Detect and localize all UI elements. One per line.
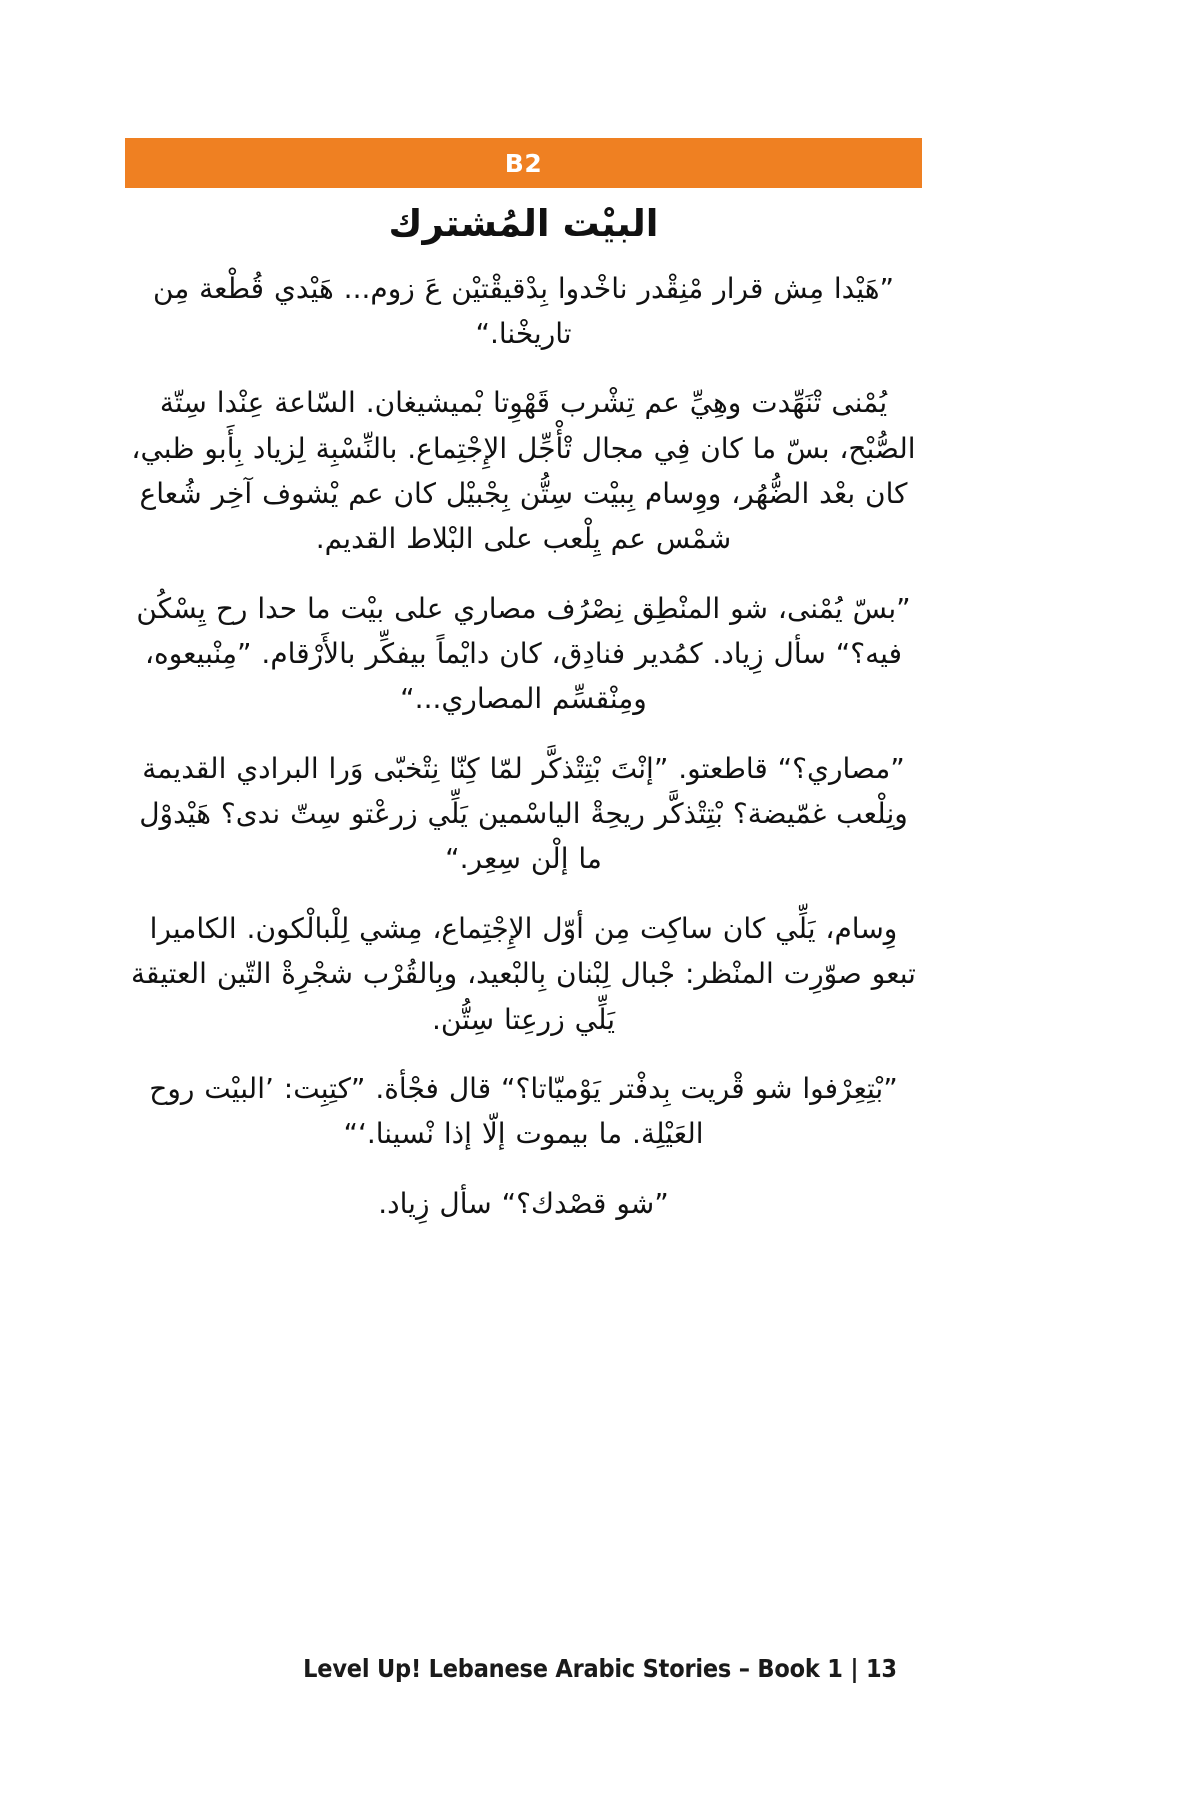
page-footer bbox=[0, 1654, 1200, 1683]
story-paragraph: ”بس يمنى، شو المنطق نصرف مصاري على بيت ما حدا رح يسكن فيه؟“ سأل زياد. كمدير فنادق، كان دايما بيفكر بالأرقام. ”منبيعوه، ومنقسم المصاري...“ bbox=[136, 591, 911, 716]
story-title: البيت المشترك bbox=[388, 202, 659, 245]
story-paragraph: ”شو قصدك؟“ سأل زياد. bbox=[378, 1186, 669, 1220]
story-paragraph: ”بتعرفوا شو قريت بدفتر يومياتا؟“ قال فجأة. ”كتبت: ’البيت روح العيلة. ما بيموت إلا إذا نسينا.‘“ bbox=[149, 1071, 898, 1151]
footer-text: Level Up! Lebanese Arabic Stories – Book 1 | 13 bbox=[303, 1654, 897, 1683]
story-paragraph: وسام، يلي كان ساكت من أول الإجتماع، مشي للبالكون. الكاميرا تبعو صورت المنظر: جبال لبنان بالبعيد، وبالقرب شجرة التين العتيقة يلي زرعتا ستن. bbox=[131, 911, 916, 1036]
story-body bbox=[125, 266, 922, 1226]
story-content bbox=[125, 196, 922, 1226]
story-paragraph: ”هيدا مش قرار منقدر ناخدوا بدقيقتين ع زوم... هيدي قطعة من تاريخنا.“ bbox=[152, 271, 895, 350]
level-banner-label: B2 bbox=[504, 148, 543, 178]
story-paragraph: يمنى تنهدت وهي عم تشرب قهوتا بميشيغان. الساعة عندا ستة الصبح، بس ما كان في مجال تأجل الإجتماع. بالنسبة لزياد بأبو ظبي، كان بعد الضهر، ووسام ببيت ستن بجبيل كان عم يشوف آخر شعاع شمس عم يلعب على البلاط القديم. bbox=[131, 386, 916, 556]
story-paragraph: ”مصاري؟“ قاطعتو. ”إنت بتتذكر لما كنا نتخبى ورا البرادي القديمة ونلعب غميضة؟ بتتذكر ريحة الياسمين يلي زرعتو ست ندى؟ هيدول ما إلن سعر.“ bbox=[139, 751, 908, 876]
level-banner bbox=[125, 138, 922, 188]
